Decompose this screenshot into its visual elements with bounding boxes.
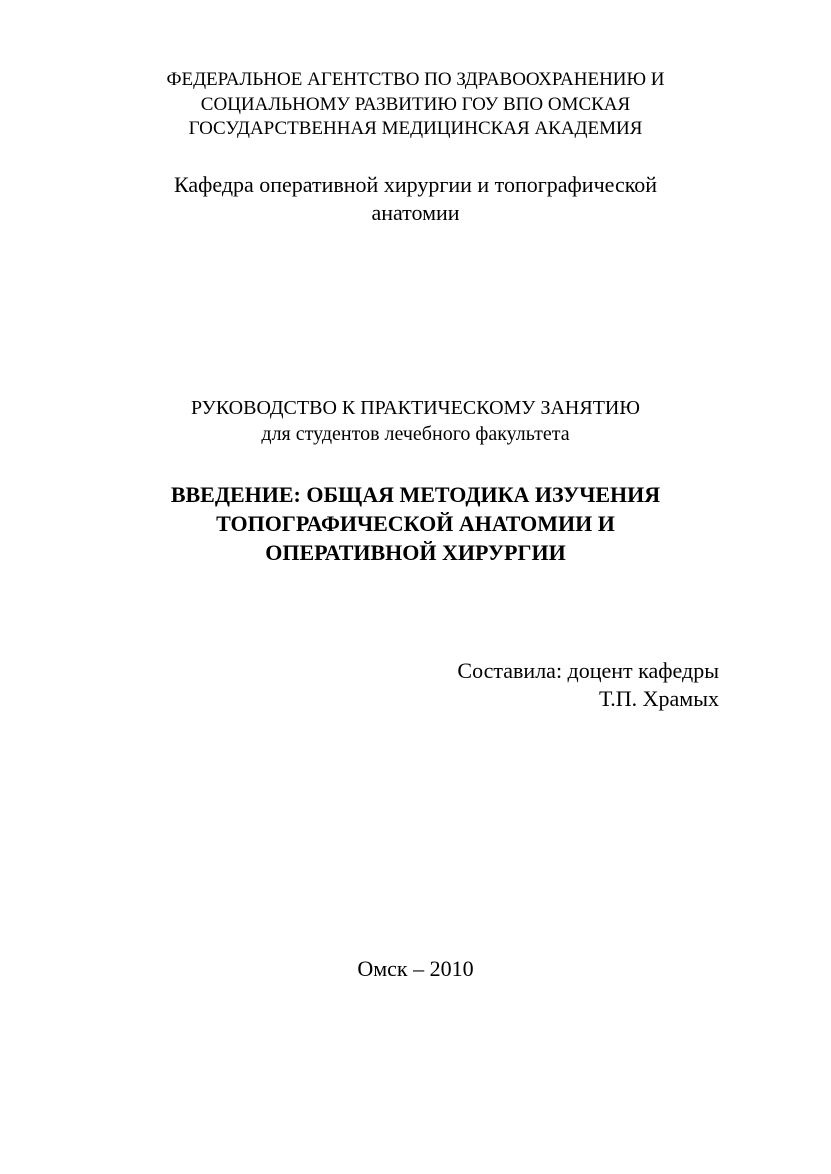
department-line-1: Кафедра оперативной хирургии и топографической	[173, 172, 658, 197]
topic-line-2: ТОПОГРАФИЧЕСКОЙ АНАТОМИИ И	[216, 511, 615, 536]
agency-line-2: СОЦИАЛЬНОМУ РАЗВИТИЮ ГОУ ВПО ОМСКАЯ	[200, 94, 631, 115]
author-role: Составила: доцент кафедры	[457, 658, 719, 683]
topic-line-3: ОПЕРАТИВНОЙ ХИРУРГИИ	[265, 540, 566, 565]
guide-audience: для студентов лечебного факультета	[261, 423, 570, 445]
topic-line-1: ВВЕДЕНИЕ: ОБЩАЯ МЕТОДИКА ИЗУЧЕНИЯ	[170, 482, 661, 507]
agency-line-1: ФЕДЕРАЛЬНОЕ АГЕНТСТВО ПО ЗДРАВООХРАНЕНИЮ И	[166, 69, 665, 90]
author-name: Т.П. Храмых	[599, 686, 719, 711]
city-year: Омск – 2010	[357, 956, 474, 981]
guide-title: РУКОВОДСТВО К ПРАКТИЧЕСКОМУ ЗАНЯТИЮ	[191, 397, 640, 419]
agency-line-3: ГОСУДАРСТВЕННАЯ МЕДИЦИНСКАЯ АКАДЕМИЯ	[188, 118, 643, 139]
department-line-2: анатомии	[371, 200, 460, 225]
